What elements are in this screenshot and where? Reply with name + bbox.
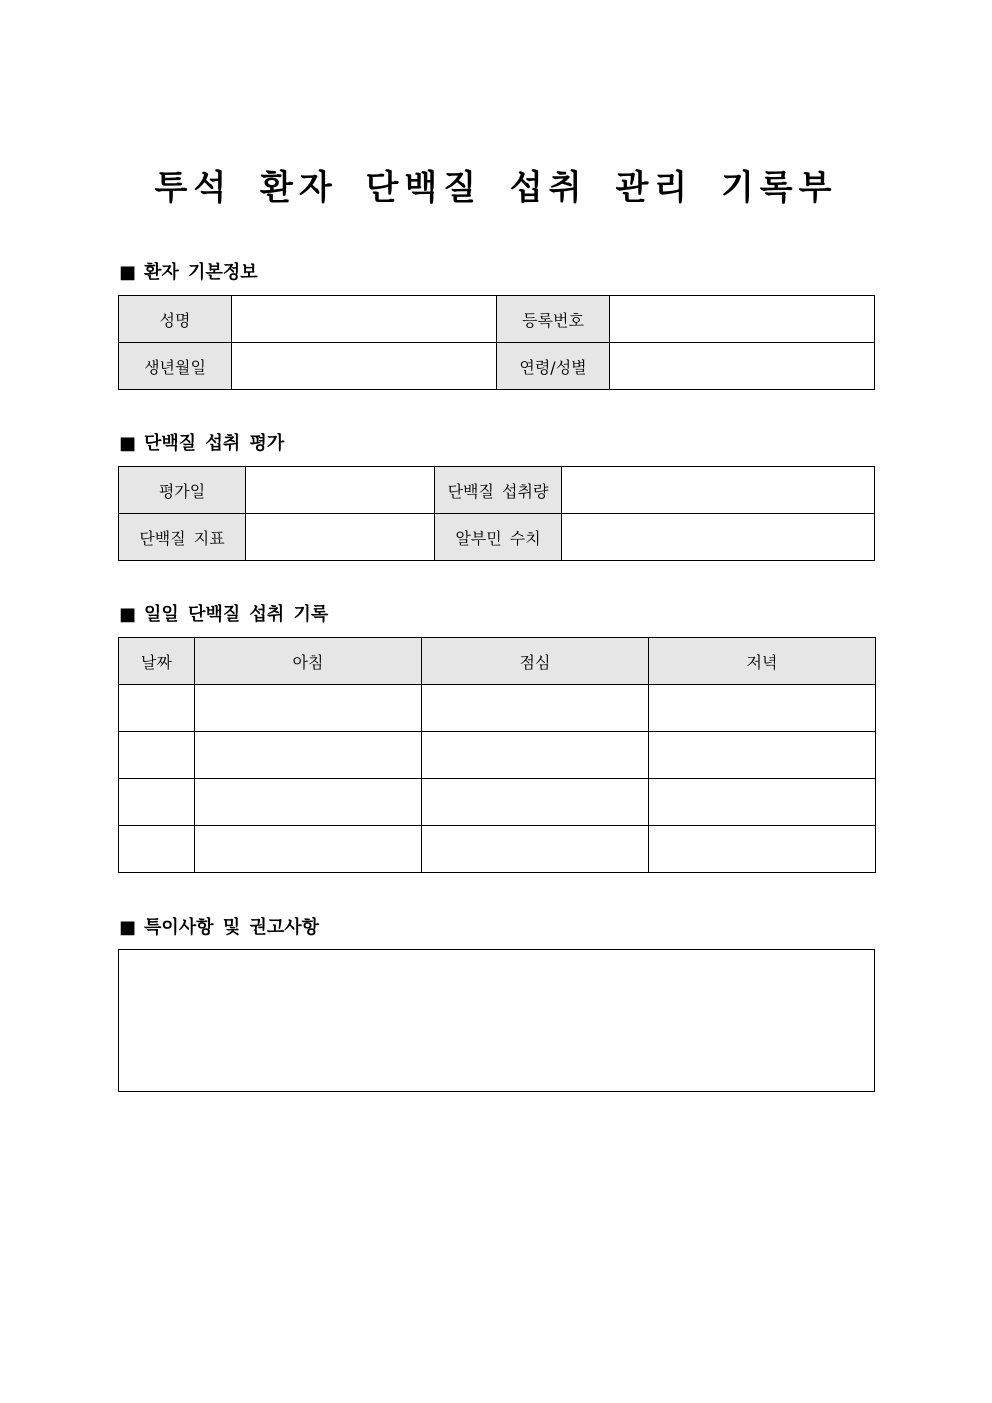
cell-breakfast[interactable] xyxy=(195,732,422,779)
table-row xyxy=(119,732,876,779)
section-heading-daily: ■ 일일 단백질 섭취 기록 xyxy=(119,604,329,625)
basic-info-table xyxy=(118,295,875,390)
field-birth-date[interactable] xyxy=(232,343,497,390)
column-header-lunch: 점심 xyxy=(422,638,649,685)
cell-lunch[interactable] xyxy=(422,732,649,779)
label-age-sex: 연령/성별 xyxy=(497,343,610,390)
cell-date[interactable] xyxy=(119,826,195,873)
cell-dinner[interactable] xyxy=(649,826,876,873)
section-heading-basic: ■ 환자 기본정보 xyxy=(119,262,258,283)
label-protein-index: 단백질 지표 xyxy=(119,514,246,561)
field-evaluation-date[interactable] xyxy=(246,467,435,514)
section-heading-evaluation: ■ 단백질 섭취 평가 xyxy=(119,433,285,454)
evaluation-table xyxy=(118,466,875,561)
label-registration-number: 등록번호 xyxy=(497,296,610,343)
table-row xyxy=(119,779,876,826)
cell-breakfast[interactable] xyxy=(195,685,422,732)
label-name: 성명 xyxy=(119,296,232,343)
label-albumin-level: 알부민 수치 xyxy=(435,514,562,561)
field-protein-intake[interactable] xyxy=(562,467,875,514)
column-header-date: 날짜 xyxy=(119,638,195,685)
field-registration-number[interactable] xyxy=(610,296,875,343)
column-header-dinner: 저녁 xyxy=(649,638,876,685)
document-title: 투석 환자 단백질 섭취 관리 기록부 xyxy=(154,168,838,208)
label-protein-intake: 단백질 섭취량 xyxy=(435,467,562,514)
cell-breakfast[interactable] xyxy=(195,779,422,826)
table-row xyxy=(119,685,876,732)
cell-lunch[interactable] xyxy=(422,779,649,826)
label-birth-date: 생년월일 xyxy=(119,343,232,390)
label-evaluation-date: 평가일 xyxy=(119,467,246,514)
column-header-breakfast: 아침 xyxy=(195,638,422,685)
square-bullet-icon: ■ xyxy=(119,917,137,938)
notes-field[interactable] xyxy=(118,949,875,1092)
field-name[interactable] xyxy=(232,296,497,343)
cell-dinner[interactable] xyxy=(649,732,876,779)
cell-dinner[interactable] xyxy=(649,685,876,732)
square-bullet-icon: ■ xyxy=(119,604,137,625)
cell-date[interactable] xyxy=(119,732,195,779)
square-bullet-icon: ■ xyxy=(119,433,137,454)
field-age-sex[interactable] xyxy=(610,343,875,390)
field-albumin-level[interactable] xyxy=(562,514,875,561)
cell-date[interactable] xyxy=(119,779,195,826)
field-protein-index[interactable] xyxy=(246,514,435,561)
table-row xyxy=(119,826,876,873)
daily-intake-table xyxy=(118,637,876,873)
cell-dinner[interactable] xyxy=(649,779,876,826)
cell-lunch[interactable] xyxy=(422,826,649,873)
cell-breakfast[interactable] xyxy=(195,826,422,873)
square-bullet-icon: ■ xyxy=(119,262,137,283)
cell-date[interactable] xyxy=(119,685,195,732)
cell-lunch[interactable] xyxy=(422,685,649,732)
section-heading-notes: ■ 특이사항 및 권고사항 xyxy=(119,917,320,938)
